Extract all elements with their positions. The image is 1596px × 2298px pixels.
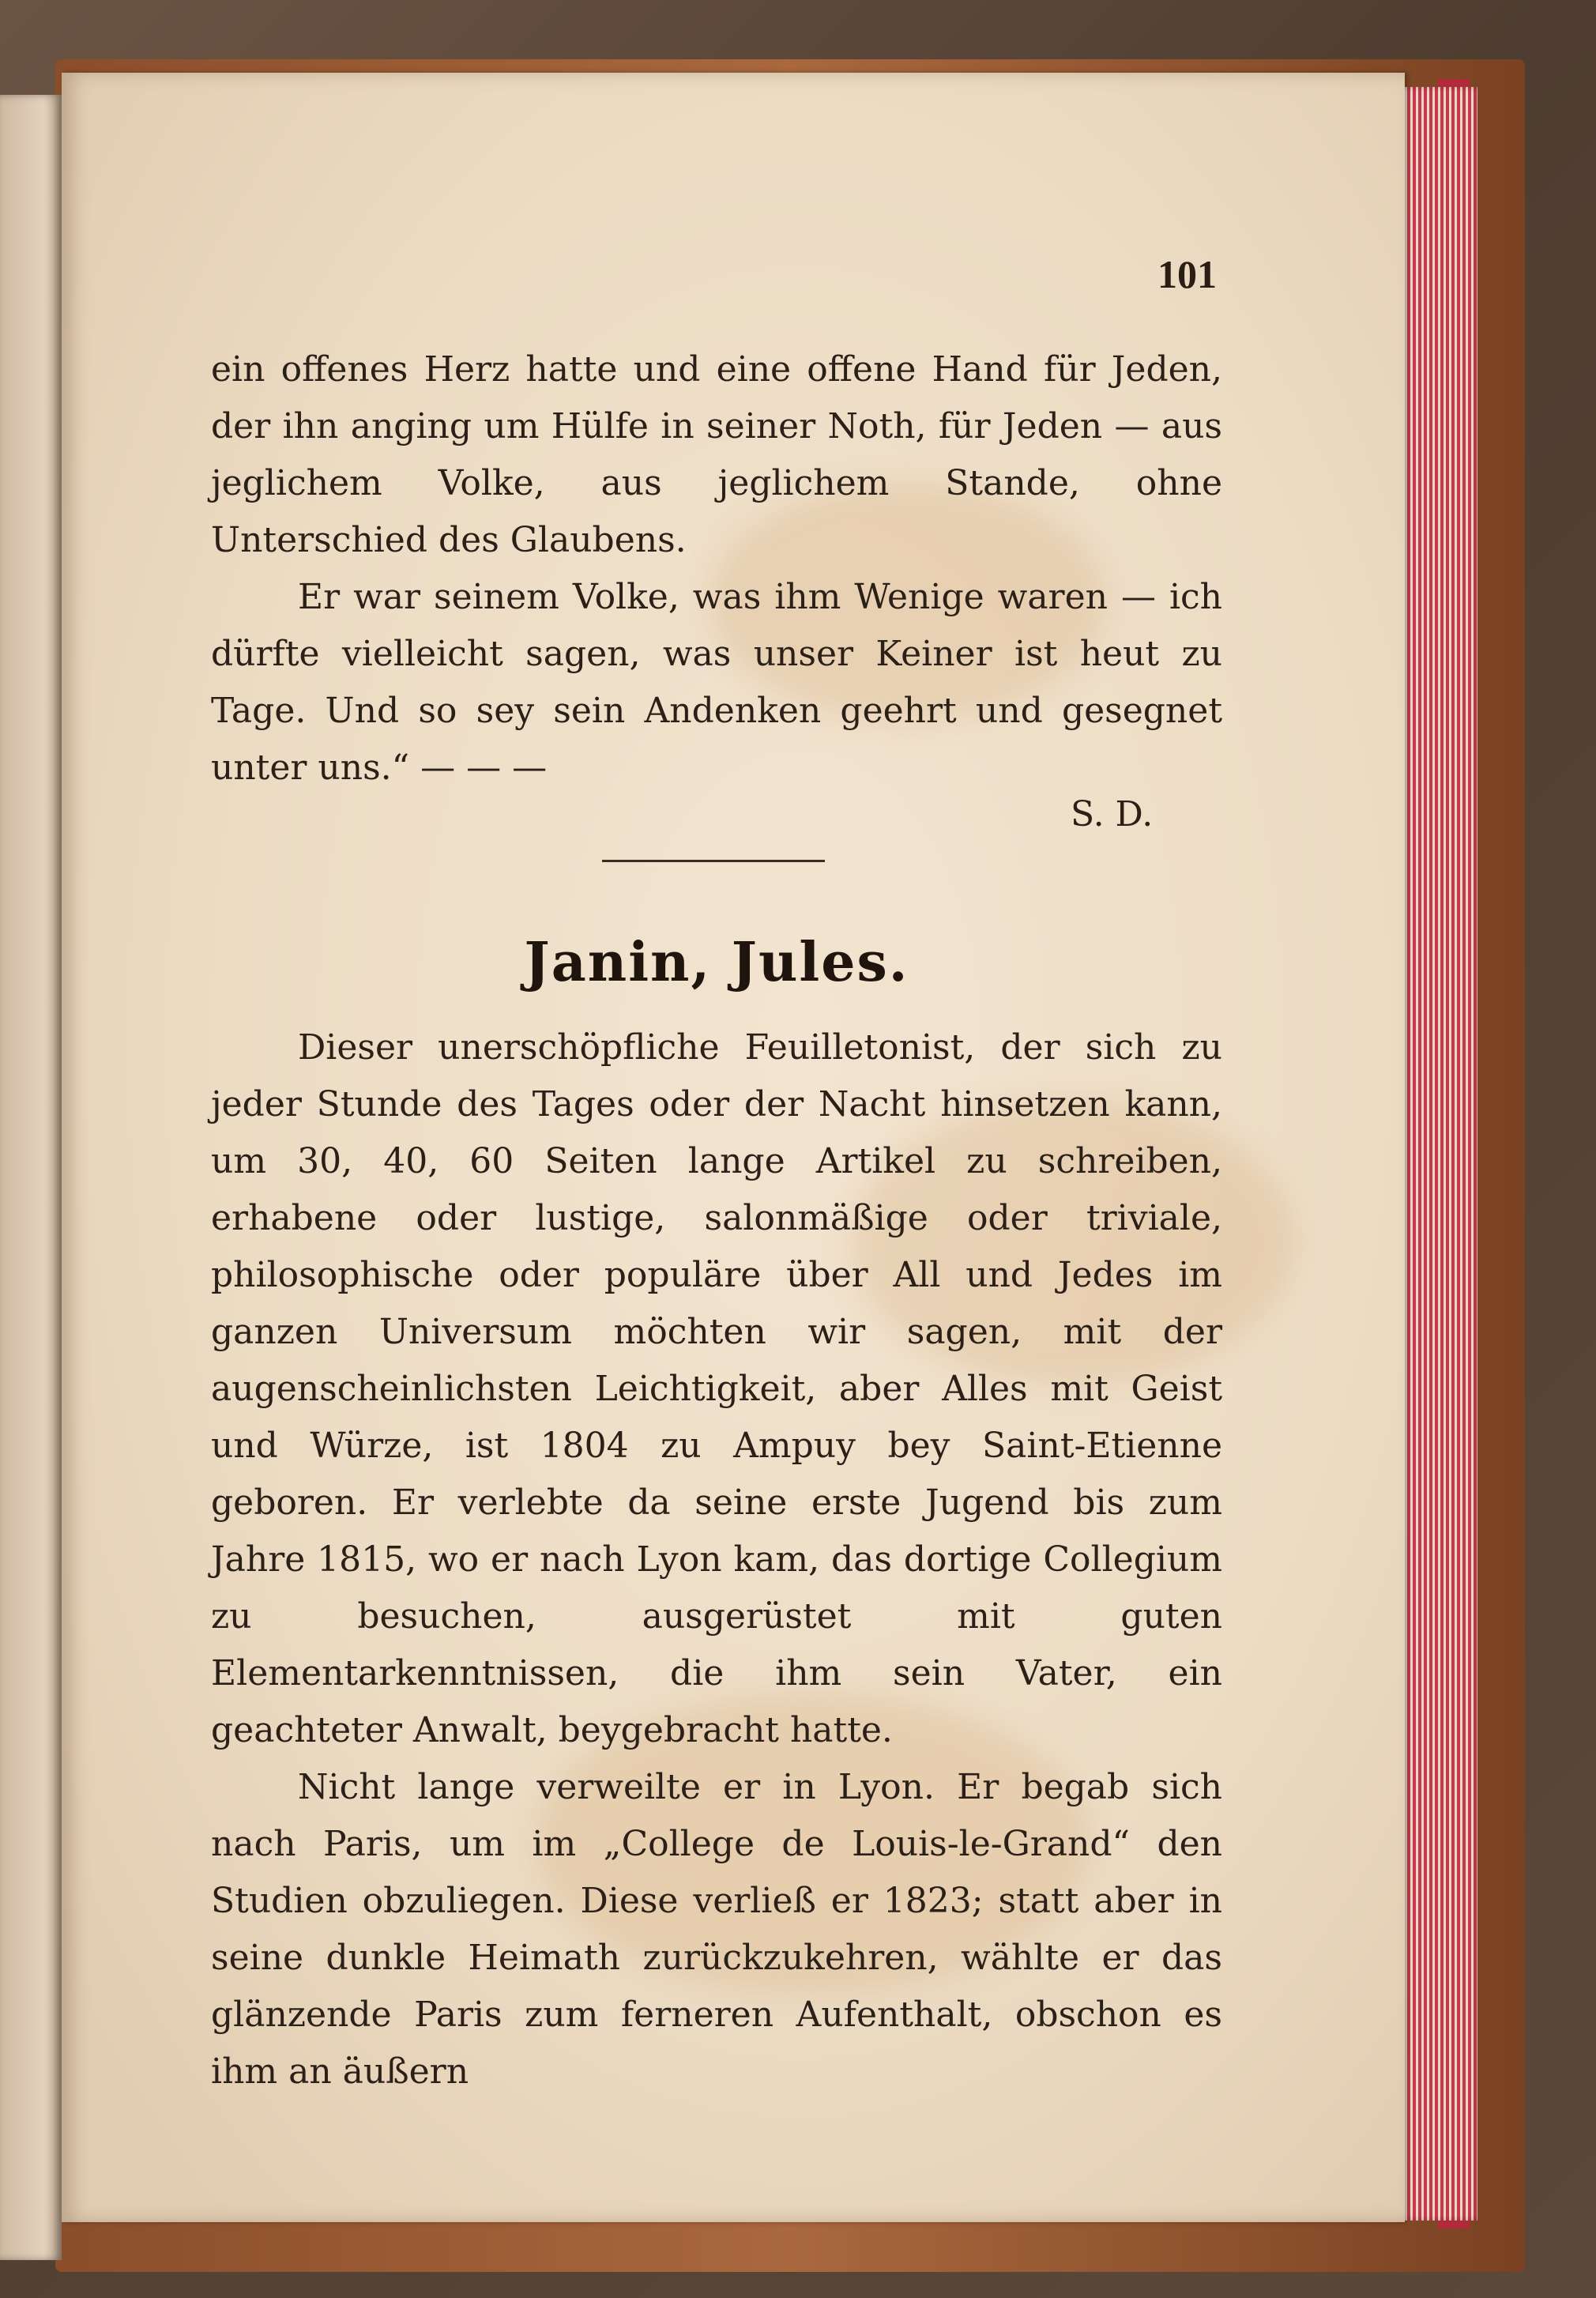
signature: S. D. [1071, 794, 1154, 834]
page-number: 101 [1157, 252, 1217, 296]
paragraph: Dieser unerschöpfliche Feuilletonist, der sich zu jeder Stunde des Tages oder der Nacht hinsetzen kann, um 30, 40, 60 Seiten lange Artikel zu schreiben, erhabene oder lustige, salonmäßige oder triviale, philosophische oder populäre über All und Jedes im ganzen Universum möchten wir sagen, mit der augenscheinlichsten Leichtigkeit, aber Alles mit Geist und Würze, ist 1804 zu Ampuy bey Saint-Etienne geboren. Er verlebte da seine erste Jugend bis zum Jahre 1815, wo er nach Lyon kam, das dortige Collegium zu besuchen, ausgerüstet mit guten Elementarkenntnissen, die ihm sein Vater, ein geachteter Anwalt, beygebracht hatte. [211, 1027, 1222, 1750]
body-text-block [211, 1019, 1222, 2100]
paragraph: Nicht lange verweilte er in Lyon. Er begab sich nach Paris, um im „College de Louis-le-Grand“ den Studien obzuliegen. Diese verließ er 1823; statt aber in seine dunkle Heimath zurückzukehren, wählte er das glänzende Paris zum ferneren Aufenthalt, obschon es ihm an äußern [211, 1767, 1222, 2092]
section-heading: Janin, Jules. [524, 931, 909, 994]
top-text-block [211, 341, 1222, 797]
section-divider [602, 860, 825, 862]
paragraph: Er war seinem Volke, was ihm Wenige waren — ich dürfte vielleicht sagen, was unser Keiner ist heut zu Tage. Und so sey sein Andenken geehrt und gesegnet unter uns.“ — — — [211, 577, 1222, 788]
paragraph: ein offenes Herz hatte und eine offene Hand für Jeden, der ihn anging um Hülfe in seiner Noth, für Jeden — aus jeglichem Volke, aus jeglichem Stande, ohne Unterschied des Glaubens. [211, 349, 1222, 560]
left-page-edge [0, 95, 62, 2260]
